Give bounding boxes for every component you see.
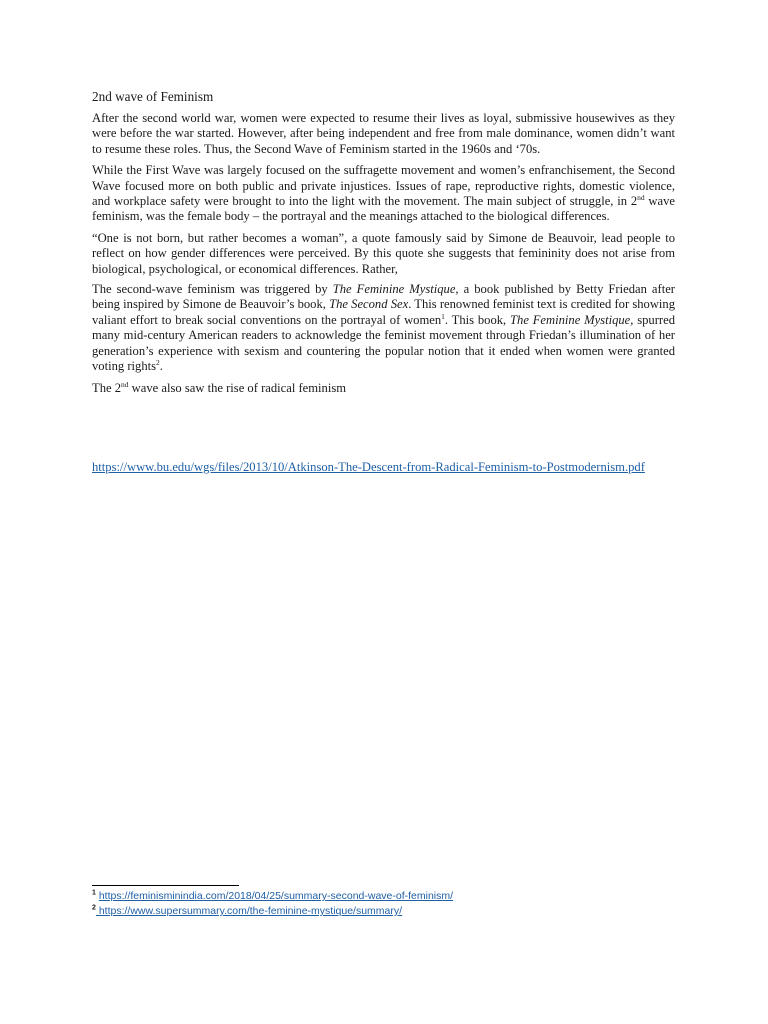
paragraph-text: spurred many mid-century American readers to acknowledge the feminist movement through Friedan’s illumination of her generation’s experience with sexism and countering the popular notion that it ended when women were granted voting rights bbox=[92, 312, 676, 374]
footnote-link[interactable]: https://feminisminindia.com/2018/04/25/summary-second-wave-of-feminism/ bbox=[98, 890, 454, 902]
footnote-ref-2[interactable]: 2 bbox=[156, 357, 160, 367]
paragraph-text: a book published by Betty Friedan after being inspired by Simone de Beauvoir’s book, bbox=[92, 282, 675, 312]
footnote-marker: 2 bbox=[92, 904, 96, 912]
blank-space bbox=[92, 402, 675, 460]
paragraph-post-war: After the second world war, women were expected to resume their lives as loyal, submissive housewives as they were before the war started. However, after being independent and free from male dominance, women didn’t want to resume these roles. Thus, the Second Wave of Feminism started in the 1960s and ‘70s. bbox=[92, 111, 675, 156]
paragraph-text: wave feminism, was the female body – the portrayal and the meanings attached to the biological differences. bbox=[92, 194, 675, 224]
book-title: The Feminine Mystique, bbox=[510, 312, 634, 327]
footnotes bbox=[92, 885, 675, 919]
book-title: The Feminine Mystique, bbox=[332, 282, 459, 297]
footnote-marker: 1 bbox=[92, 889, 96, 897]
section-heading: 2nd wave of Feminism bbox=[92, 89, 214, 104]
paragraph-beauvoir-quote: “One is not born, but rather becomes a woman”, a quote famously said by Simone de Beauvoir, lead people to reflect on how gender differences were perceived. By this quote she suggests that femininity does not arise from biological, psychological, or economical differences. Rather, bbox=[92, 230, 675, 276]
paragraph-text: . bbox=[159, 359, 163, 374]
ordinal-superscript: nd bbox=[637, 192, 645, 202]
paragraph-text: While the First Wave was largely focused on the suffragette movement and women’s enfranchisement, the Second Wave focused more on both public and private injustices. Issues of rape, reproductive rights, domestic violence, and workplace safety were brought to into the light with the movement. The main subject of struggle, in 2 bbox=[92, 163, 675, 209]
paragraph-text: wave also saw the rise of radical feminism bbox=[128, 380, 347, 395]
footnote-ref-1[interactable]: 1 bbox=[441, 311, 445, 321]
reference-link[interactable]: https://www.bu.edu/wgs/files/2013/10/Atkinson-The-Descent-from-Radical-Feminism-to-Postmodernism.pdf bbox=[92, 459, 645, 474]
paragraph-text: The second-wave feminism was triggered by bbox=[92, 282, 333, 297]
book-title: The Second Sex bbox=[329, 297, 409, 312]
ordinal-superscript: nd bbox=[121, 379, 129, 389]
paragraph-feminine-mystique bbox=[92, 282, 675, 374]
footnote-1 bbox=[92, 889, 675, 904]
paragraph-text: . This book, bbox=[444, 312, 511, 327]
footnote-separator bbox=[92, 885, 239, 886]
paragraph-second-wave-focus bbox=[92, 163, 675, 225]
document-body bbox=[92, 88, 675, 475]
paragraph-text: . This renowned feminist text is credited for showing valiant effort to break social conventions on the portrayal of women bbox=[92, 297, 676, 327]
paragraph-text: The 2 bbox=[92, 380, 122, 395]
paragraph-radical-feminism bbox=[92, 381, 675, 396]
footnote-2 bbox=[92, 904, 675, 919]
footnote-link[interactable]: https://www.supersummary.com/the-feminine-mystique/summary/ bbox=[95, 905, 403, 917]
